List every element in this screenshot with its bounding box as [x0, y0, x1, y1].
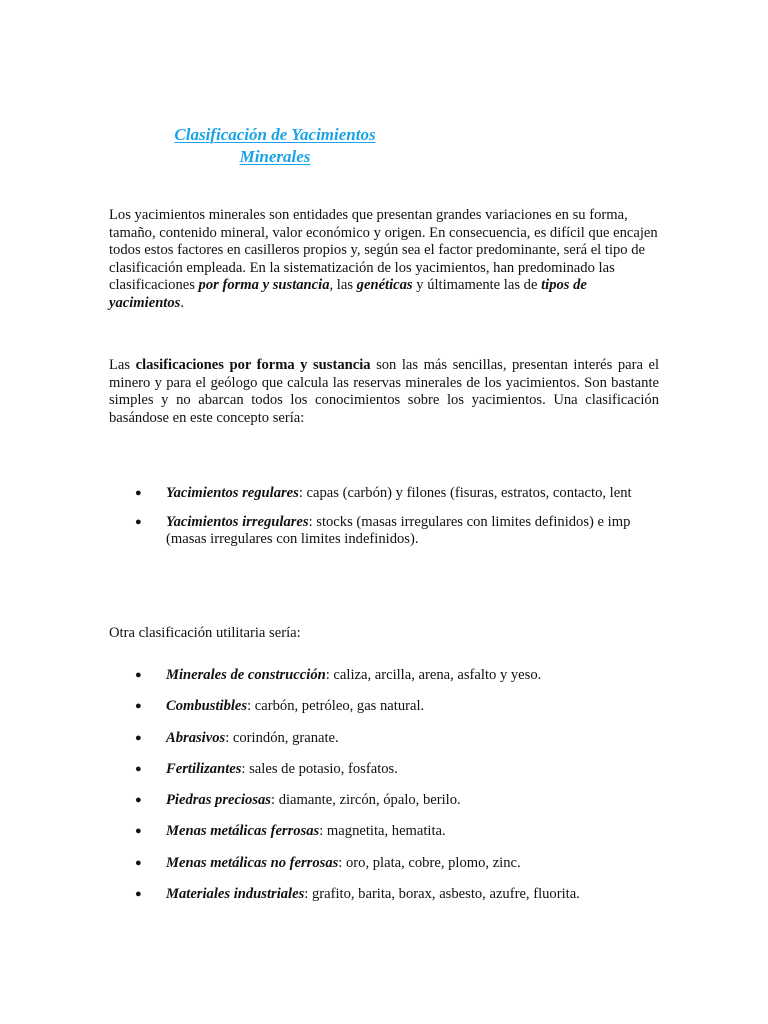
list-item-desc: : corindón, granate.: [225, 729, 339, 746]
intro-paragraph: [109, 207, 659, 313]
list-item-term: Menas metálicas ferrosas: [166, 823, 320, 840]
list-item-desc: : grafito, barita, borax, asbesto, azufre, fluorita.: [304, 885, 580, 902]
intro-emphasis-geneticas: genéticas: [356, 277, 413, 294]
bullet-icon: ●: [135, 794, 142, 807]
bullet-icon: ●: [135, 887, 142, 900]
bullet-icon: ●: [135, 487, 142, 499]
intro-emphasis-forma: por forma y sustancia: [198, 277, 330, 294]
list-item-term: Minerales de construcción: [166, 667, 326, 683]
list-item-desc: : magnetita, hematita.: [319, 823, 446, 840]
list-item-term: Abrasivos: [166, 729, 226, 746]
list-item-desc: : stocks (masas irregulares con limites definidos) e imp (masas irregulares con limites indefinidos).: [166, 513, 631, 548]
list-item-desc: : caliza, arcilla, arena, asfalto y yeso.: [325, 667, 542, 683]
list-item: [135, 485, 660, 503]
document-title-line1: Clasificación de Yacimientos: [174, 125, 376, 144]
bullet-icon: ●: [135, 700, 142, 713]
list-item-term: Menas metálicas no ferrosas: [166, 854, 339, 871]
intro-text-mid1: , las: [329, 277, 357, 294]
list-item: [135, 854, 580, 873]
list-item: [135, 792, 580, 810]
list-item-term: Combustibles: [166, 698, 248, 715]
form-para-rest: son las más sencillas, presentan interés para el minero y para el geólogo que calcula las reservas minerales de los yacimientos. Son bastante simples y no abarcan todos los conocimientos sobre los yacimientos. Una clasificación basándose en este concepto sería:: [109, 357, 659, 426]
list-item-term: Fertilizantes: [166, 760, 242, 777]
intro-text-mid2: y últimamente las de: [412, 277, 542, 294]
bullet-icon: ●: [135, 856, 142, 869]
form-classification-paragraph: [109, 357, 659, 427]
bullet-icon: ●: [135, 825, 142, 838]
list-item-desc: : diamante, zircón, ópalo, berilo.: [271, 792, 461, 809]
document-title-line2: Minerales: [239, 147, 311, 166]
list-item: [135, 698, 580, 716]
list-item-desc: : oro, plata, cobre, plomo, zinc.: [338, 854, 521, 871]
intro-text: Los yacimientos minerales son entidades que presentan grandes variaciones en su forma, tamaño, contenido mineral, valor económico y origen. En consecuencia, es difícil que encajen todos estos factores en casilleros propios y, según sea el factor predominante, será el tipo de clasificación empleada. En la sistematización de los yacimientos, han predominado las clasificaciones: [109, 207, 658, 294]
list-item: [135, 823, 580, 841]
list-item-desc: : sales de potasio, fosfatos.: [241, 760, 398, 777]
list-item-desc: : capas (carbón) y filones (fisuras, estratos, contacto, lent: [298, 485, 632, 501]
list-item: [135, 513, 660, 549]
bullet-icon: ●: [135, 669, 142, 681]
bullet-icon: ●: [135, 515, 142, 528]
bullet-icon: ●: [135, 731, 142, 744]
bullet-icon: ●: [135, 762, 142, 775]
intro-text-end: .: [180, 294, 184, 311]
list-item: [135, 667, 580, 685]
form-para-start: Las: [109, 357, 136, 373]
form-classification-list: [135, 485, 660, 560]
list-item: [135, 729, 580, 748]
list-item-term: Yacimientos irregulares: [166, 513, 309, 530]
list-item-term: Piedras preciosas: [166, 792, 271, 809]
list-item: [135, 885, 580, 904]
intro-emphasis-tipos: tipos de yacimientos: [109, 277, 587, 311]
list-item-desc: : carbón, petróleo, gas natural.: [247, 698, 425, 715]
utility-intro: Otra clasificación utilitaria sería:: [109, 625, 301, 641]
list-item-term: Yacimientos regulares: [166, 485, 299, 501]
utility-classification-list: [135, 667, 580, 917]
list-item: [135, 760, 580, 779]
list-item-term: Materiales industriales: [166, 885, 305, 902]
form-para-bold: clasificaciones por forma y sustancia: [135, 357, 371, 373]
